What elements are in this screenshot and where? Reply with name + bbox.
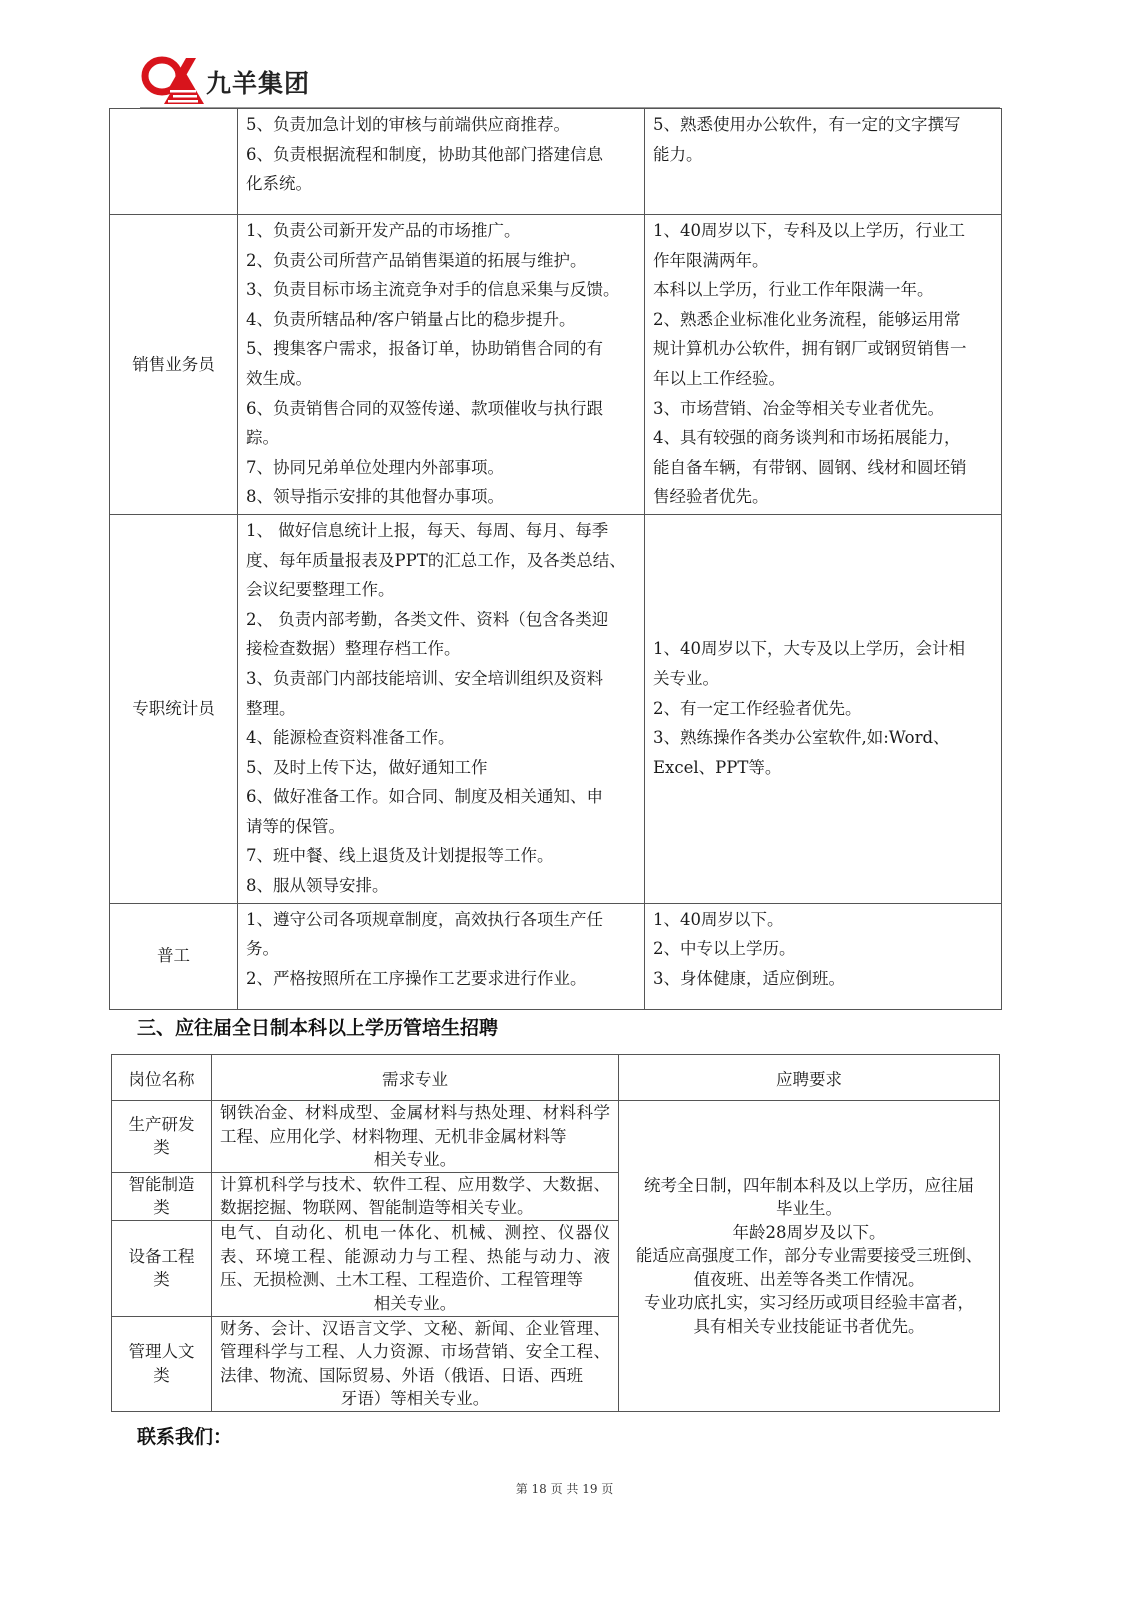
requirement-line: 售经验者优先。 [653,487,769,507]
requirement-line: 值夜班、出差等各类工作情况。 [693,1269,925,1289]
requirement-line: 毕业生。 [776,1199,842,1218]
requirement-line: 作年限满两年。 [653,250,769,270]
requirement-line: 关专业。 [653,668,719,688]
category-line: 类 [153,1138,170,1158]
duty-line: 5、及时上传下达，做好通知工作 [246,757,488,777]
contact-label: 联系我们： [137,1426,233,1448]
table-row [112,1101,1000,1173]
category-line: 类 [153,1198,170,1217]
category-line: 智能制造 [128,1174,195,1194]
category-cell [112,1220,212,1316]
jiuyang-logo-icon [140,52,204,104]
duty-line: 效生成。 [246,368,312,388]
position-name: 销售业务员 [110,215,238,515]
trainee-table [111,1054,1000,1412]
duty-line: 6、负责根据流程和制度，协助其他部门搭建信息 [246,144,603,164]
duty-line: 8、领导指示安排的其他督办事项。 [246,487,504,507]
duty-line: 2、 负责内部考勤，各类文件、资料（包含各类迎 [246,609,609,629]
requirements-cell [645,109,1002,215]
duty-line: 4、负责所辖品种/客户销量占比的稳步提升。 [246,309,576,329]
duties-cell [238,514,645,903]
requirement-line: 4、具有较强的商务谈判和市场拓展能力， [653,428,961,448]
header-major: 需求专业 [212,1055,619,1101]
major-cell [212,1172,619,1220]
duty-line: 8、服从领导安排。 [246,876,389,896]
requirement-line: 规计算机办公软件，拥有钢厂或钢贸销售一 [653,339,967,359]
duty-line: 7、班中餐、线上退货及计划提报等工作。 [246,846,554,866]
requirement-line: 3、身体健康，适应倒班。 [653,968,845,988]
category-line: 类 [153,1365,170,1385]
duty-line: 3、负责目标市场主流竞争对手的信息采集与反馈。 [246,280,620,300]
table-row [110,514,1002,903]
table-row [110,109,1002,215]
duty-line: 整理。 [246,698,296,718]
duty-line: 1、遵守公司各项规章制度，高效执行各项生产任 [246,909,603,929]
duty-line: 务。 [246,939,279,959]
duty-line: 化系统。 [246,174,312,194]
duty-line: 6、做好准备工作。如合同、制度及相关通知、申 [246,787,603,807]
duty-line: 1、 做好信息统计上报，每天、每周、每月、每季 [246,520,609,540]
category-line: 管理人文 [128,1342,195,1361]
duties-cell [238,903,645,1009]
requirements-cell [645,215,1002,515]
category-line: 生产研发 [128,1114,195,1134]
duty-line: 3、负责部门内部技能培训、安全培训组织及资料 [246,668,603,688]
major-text-end: 相关专业。 [373,1293,457,1313]
requirement-line: 能自备车辆，有带钢、圆钢、线材和圆坯销 [653,457,967,477]
requirement-line: 本科以上学历，行业工作年限满一年。 [653,280,934,300]
requirement-line: 5、熟悉使用办公软件，有一定的文字撰写 [653,115,961,134]
page-header [140,52,1000,108]
major-text: 财务、会计、汉语言文学、文秘、新闻、企业管理、管理科学与工程、人力资源、市场营销、安全工程、法律、物流、国际贸易、外语（俄语、日语、西班 [220,1318,610,1385]
major-cell [212,1316,619,1411]
duty-line: 踪。 [246,428,279,448]
duty-line: 接检查数据）整理存档工作。 [246,639,461,659]
duty-line: 1、负责公司新开发产品的市场推广。 [246,221,521,240]
category-line: 设备工程 [128,1246,195,1266]
major-text: 钢铁冶金、材料成型、金属材料与热处理、材料科学工程、应用化学、材料物理、无机非金属材料等 [220,1103,610,1146]
section-title: 三、应往届全日制本科以上学历管培生招聘 [137,1017,499,1039]
requirement-line: 3、市场营销、冶金等相关专业者优先。 [653,398,944,418]
major-text: 计算机科学与技术、软件工程、应用数学、大数据、数据挖掘、物联网、智能制造等相关专业。 [220,1174,610,1217]
logo-text: 九羊集团 [206,69,311,98]
duties-cell [238,109,645,215]
page-footer: 第 18 页 共 19 页 [515,1482,614,1496]
duty-line: 度、每年质量报表及PPT的汇总工作，及各类总结、 [246,550,626,570]
requirement-line: 年以上工作经验。 [653,368,785,388]
category-cell [112,1316,212,1411]
major-text-end: 牙语）等相关专业。 [340,1389,490,1408]
requirement-line: 3、熟练操作各类办公室软件,如:Word、 [653,728,950,748]
requirement-line: 2、熟悉企业标准化业务流程，能够运用常 [653,309,961,329]
major-text: 电气、自动化、机电一体化、机械、测控、仪器仪表、环境工程、能源动力与工程、热能与动力、液压、无损检测、土木工程、工程造价、工程管理等 [220,1223,610,1289]
duty-line: 6、负责销售合同的双签传递、款项催收与执行跟 [246,398,603,418]
requirements-cell [645,514,1002,903]
requirement-line: 1、40周岁以下。 [653,909,784,929]
requirement-line: 能适应高强度工作，部分专业需要接受三班倒、 [635,1246,983,1265]
position-name: 普工 [110,903,238,1009]
duties-cell [238,215,645,515]
header-requirements: 应聘要求 [619,1055,1000,1101]
table-row [110,903,1002,1009]
duty-line: 会议纪要整理工作。 [246,580,395,600]
major-cell [212,1101,619,1173]
requirement-line: 能力。 [653,144,703,164]
duty-line: 2、负责公司所营产品销售渠道的拓展与维护。 [246,250,587,270]
major-text-end: 相关专业。 [373,1150,457,1169]
duty-line: 2、严格按照所在工序操作工艺要求进行作业。 [246,968,587,988]
positions-table [109,108,1002,1010]
requirement-line: 1、40周岁以下，大专及以上学历，会计相 [653,639,965,659]
table-row [110,215,1002,515]
major-cell [212,1220,619,1316]
category-cell [112,1101,212,1173]
header-position-name: 岗位名称 [112,1055,212,1101]
position-name: 专职统计员 [110,514,238,903]
table-header-row [112,1055,1000,1101]
duty-line: 5、负责加急计划的审核与前端供应商推荐。 [246,115,570,134]
requirement-line: 具有相关专业技能证书者优先。 [693,1316,925,1336]
requirements-cell [645,903,1002,1009]
requirement-line: 年龄28周岁及以下。 [732,1222,886,1242]
category-cell [112,1172,212,1220]
requirement-line: 1、40周岁以下，专科及以上学历，行业工 [653,221,965,240]
duty-line: 4、能源检查资料准备工作。 [246,728,455,748]
requirement-line: 2、中专以上学历。 [653,939,796,959]
requirement-line: 2、有一定工作经验者优先。 [653,698,862,718]
duty-line: 5、搜集客户需求，报备订单，协助销售合同的有 [246,339,603,359]
requirement-line: 统考全日制，四年制本科及以上学历，应往届 [644,1175,974,1195]
category-line: 类 [153,1270,170,1289]
position-name [110,109,238,215]
trainee-requirements-cell [619,1101,1000,1412]
duty-line: 请等的保管。 [246,816,345,836]
duty-line: 7、协同兄弟单位处理内外部事项。 [246,457,504,477]
requirement-line: 专业功底扎实，实习经历或项目经验丰富者， [644,1293,974,1312]
requirement-line: Excel、PPT等。 [653,757,782,777]
